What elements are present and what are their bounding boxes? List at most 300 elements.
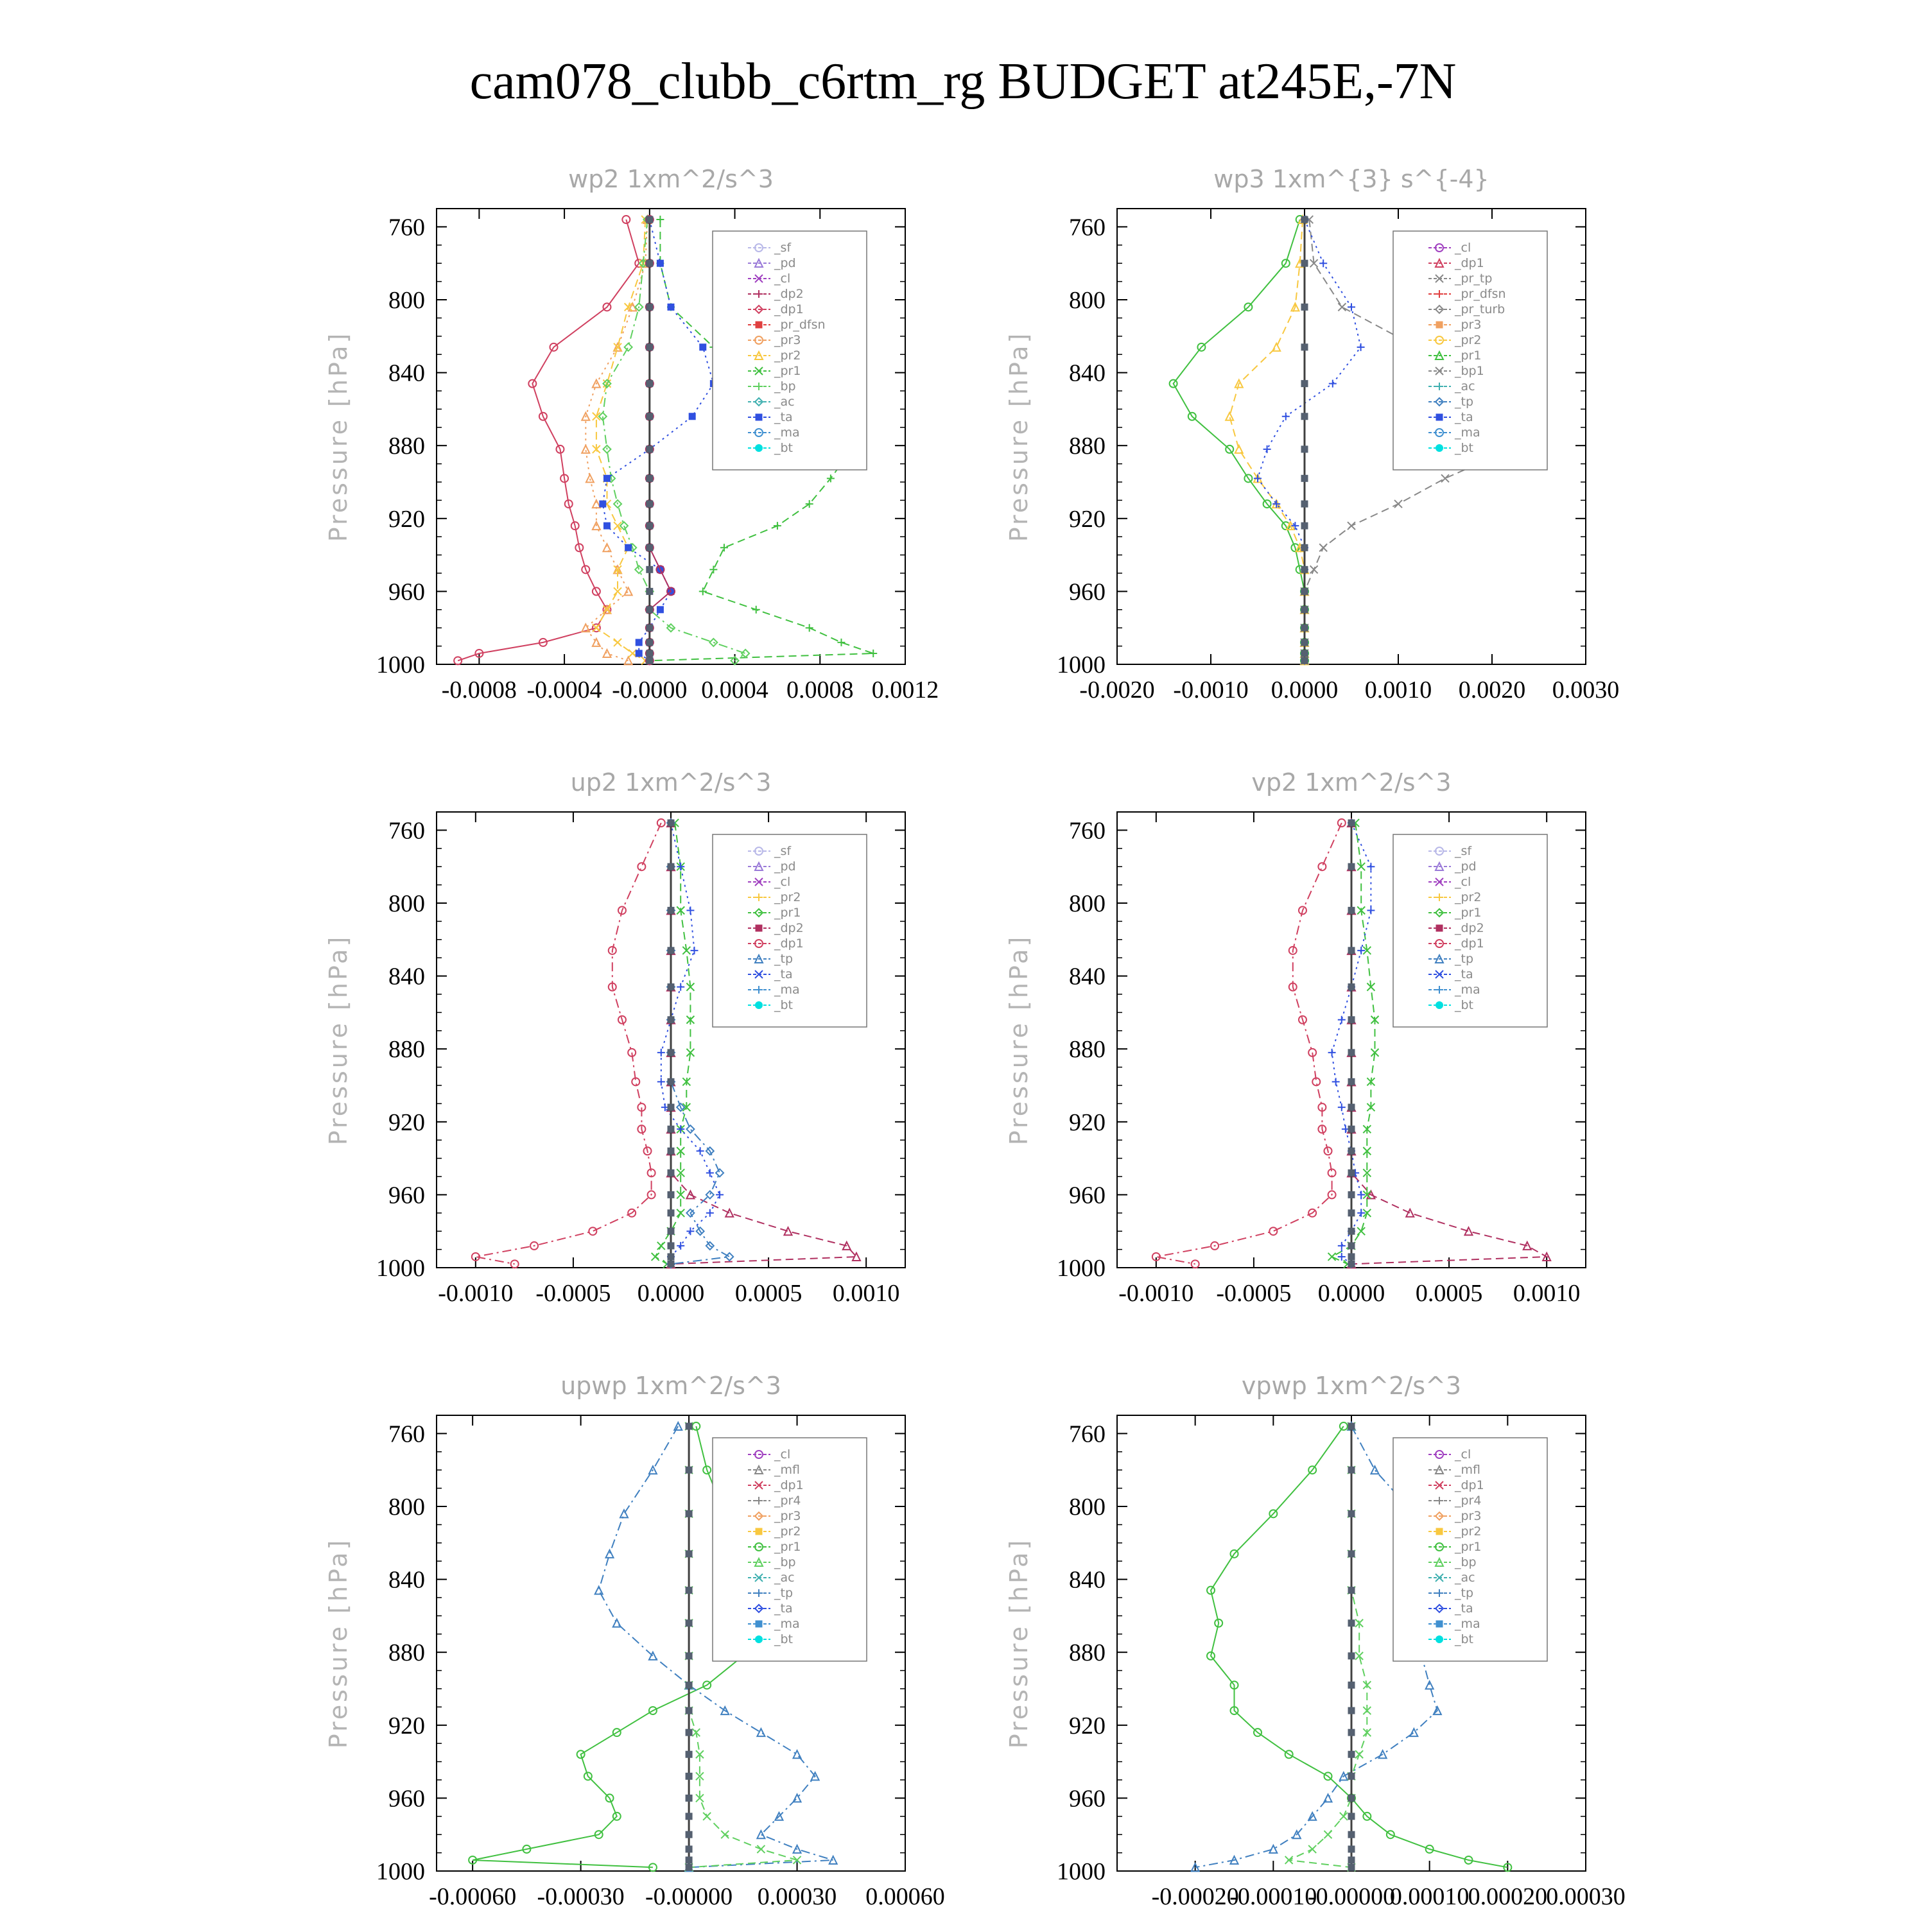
x-tick-label: -0.00030 <box>537 1883 625 1910</box>
legend-label: _dp1 <box>774 302 804 316</box>
data-point <box>1348 1620 1355 1626</box>
data-point <box>668 1254 674 1260</box>
y-tick-label: 840 <box>388 1566 425 1594</box>
y-tick-label: 960 <box>1069 1785 1106 1813</box>
y-tick-label: 800 <box>1069 890 1106 917</box>
y-axis-label: Pressure [hPa] <box>1005 934 1033 1146</box>
legend-marker <box>756 322 762 328</box>
series-line <box>1174 220 1305 660</box>
y-tick-label: 840 <box>388 359 425 387</box>
legend-label: _tp <box>1455 952 1474 966</box>
data-point <box>1348 1261 1355 1267</box>
data-point <box>686 1653 692 1659</box>
data-point <box>595 1587 603 1594</box>
data-point <box>686 1707 692 1714</box>
data-point <box>646 413 653 420</box>
data-point <box>1357 1227 1365 1235</box>
series-pr1 <box>1170 216 1308 664</box>
data-point <box>1348 1857 1355 1863</box>
data-point <box>657 1242 665 1250</box>
legend-label: _pr2 <box>1455 333 1482 347</box>
data-point <box>752 606 760 614</box>
data-point <box>1348 1707 1355 1714</box>
legend-label: _pr3 <box>1455 1509 1482 1523</box>
data-point <box>600 501 606 507</box>
legend-label: _pr3 <box>774 1509 801 1523</box>
data-point <box>646 588 653 594</box>
legend-label: _ta <box>1455 1601 1473 1616</box>
y-axis-label: Pressure [hPa] <box>324 1537 352 1749</box>
legend-label: _pr1 <box>774 1540 801 1554</box>
legend-label: _ac <box>774 395 795 409</box>
data-point <box>1324 1794 1332 1802</box>
legend-marker <box>1436 322 1443 328</box>
legend-label: _dp2 <box>774 287 804 301</box>
data-point <box>1310 565 1318 573</box>
data-point <box>686 1857 692 1863</box>
y-tick-label: 920 <box>1069 1712 1106 1739</box>
data-point <box>603 522 610 529</box>
x-tick-label: -0.0000 <box>612 677 688 703</box>
legend-label: _pr4 <box>1455 1494 1482 1508</box>
y-tick-label: 960 <box>388 1785 425 1813</box>
data-point <box>1282 413 1290 420</box>
x-tick-label: -0.0004 <box>526 677 602 703</box>
data-point <box>1348 1126 1355 1132</box>
data-point <box>1348 1587 1355 1594</box>
data-point <box>1348 1254 1355 1260</box>
legend-label: _cl <box>774 875 791 889</box>
x-tick-label: 0.0000 <box>1271 677 1339 703</box>
data-point <box>1348 1104 1355 1110</box>
legend-label: _dp1 <box>1455 1478 1484 1492</box>
data-point <box>625 343 632 351</box>
data-point <box>668 1078 674 1085</box>
y-tick-label: 920 <box>388 505 425 533</box>
panel-wp3 <box>1002 148 1656 725</box>
y-tick-label: 1000 <box>1057 651 1106 678</box>
data-point <box>636 639 642 646</box>
data-point <box>668 1191 674 1198</box>
data-point <box>686 1846 692 1852</box>
data-point <box>668 1228 674 1234</box>
x-tick-label: 0.0000 <box>1317 1280 1385 1307</box>
y-axis-label: Pressure [hPa] <box>1005 331 1033 542</box>
data-point <box>869 650 877 657</box>
data-point <box>613 1619 621 1627</box>
y-tick-label: 760 <box>388 1420 425 1448</box>
data-point <box>716 1169 724 1177</box>
data-point <box>1301 304 1308 310</box>
data-point <box>1348 1751 1355 1757</box>
data-point <box>686 1423 692 1429</box>
x-tick-label: 0.00030 <box>757 1883 837 1910</box>
legend-label: _cl <box>1455 241 1471 255</box>
legend-label: _pr3 <box>1455 318 1482 332</box>
data-point <box>686 1795 692 1801</box>
series-line <box>1258 220 1361 660</box>
series-pr2 <box>1226 216 1308 664</box>
x-tick-label: -0.0010 <box>1118 1280 1194 1307</box>
series-line <box>603 220 714 660</box>
data-point <box>1348 1653 1355 1659</box>
data-point <box>629 650 636 657</box>
legend-marker <box>755 444 763 452</box>
data-point <box>721 1831 729 1838</box>
x-tick-label: 0.0005 <box>734 1280 802 1307</box>
data-point <box>646 522 653 529</box>
data-point <box>652 1253 659 1261</box>
data-point <box>668 1104 674 1110</box>
data-point <box>686 1682 692 1688</box>
data-point <box>1301 501 1308 507</box>
data-point <box>656 216 664 223</box>
data-point <box>686 1551 692 1557</box>
data-point <box>1269 1227 1277 1235</box>
legend-label: _pd <box>774 859 796 874</box>
y-tick-label: 960 <box>1069 578 1106 606</box>
data-point <box>1441 474 1449 482</box>
legend-label: _ac <box>1455 379 1475 393</box>
data-point <box>668 304 674 310</box>
legend-label: _ta <box>1455 967 1473 981</box>
data-point <box>1338 1242 1346 1250</box>
data-point <box>1301 260 1308 266</box>
data-point <box>646 260 653 266</box>
data-point <box>668 1210 674 1216</box>
legend-label: _pr1 <box>774 364 801 378</box>
series-dp1 <box>472 819 665 1268</box>
series-bp <box>1285 1422 1371 1871</box>
y-tick-label: 960 <box>388 1182 425 1209</box>
y-tick-label: 800 <box>388 287 425 314</box>
legend-label: _pr1 <box>1455 1540 1482 1554</box>
legend-label: _pr4 <box>774 1494 801 1508</box>
legend-label: _pd <box>1455 859 1477 874</box>
data-point <box>686 1587 692 1594</box>
data-point <box>837 639 845 646</box>
y-tick-label: 1000 <box>376 651 425 678</box>
x-tick-label: -0.00000 <box>1307 1883 1396 1910</box>
legend-label: _pr2 <box>1455 1524 1482 1539</box>
legend-label: _bp <box>774 379 796 393</box>
x-tick-label: 0.0010 <box>1364 677 1432 703</box>
legend-label: _pr2 <box>1455 890 1482 904</box>
legend-label: _bt <box>1455 1632 1474 1646</box>
data-point <box>668 863 674 870</box>
data-point <box>686 1864 692 1870</box>
legend-label: _ta <box>1455 410 1473 424</box>
legend-label: _pr1 <box>774 906 801 920</box>
y-tick-label: 920 <box>1069 505 1106 533</box>
legend-label: _pr2 <box>774 349 801 363</box>
y-tick-label: 800 <box>388 890 425 917</box>
data-point <box>1348 1243 1355 1249</box>
data-point <box>646 650 653 657</box>
data-point <box>657 1049 665 1057</box>
legend <box>1393 834 1547 1027</box>
legend-label: _pr1 <box>1455 349 1482 363</box>
data-point <box>1301 475 1308 481</box>
y-axis-label: Pressure [hPa] <box>324 934 352 1146</box>
data-point <box>603 475 610 481</box>
data-point <box>829 1856 837 1864</box>
data-point <box>1328 1253 1336 1261</box>
legend-label: _dp1 <box>774 1478 804 1492</box>
legend-label: _dp1 <box>1455 256 1484 270</box>
data-point <box>691 947 698 954</box>
legend-label: _dp1 <box>1455 936 1484 951</box>
data-point <box>697 1147 704 1155</box>
y-tick-label: 880 <box>388 433 425 460</box>
data-point <box>1301 381 1308 387</box>
legend <box>1393 1438 1547 1661</box>
data-point <box>668 1126 674 1132</box>
y-tick-label: 1000 <box>1057 1858 1106 1885</box>
data-point <box>1348 1017 1355 1023</box>
data-point <box>1348 1729 1355 1736</box>
panel-title: upwp 1xm^2/s^3 <box>560 1372 781 1400</box>
legend-label: _tp <box>1455 395 1474 409</box>
data-point <box>646 381 653 387</box>
x-tick-label: -0.0010 <box>1173 677 1249 703</box>
data-point <box>686 1813 692 1820</box>
data-point <box>689 413 695 420</box>
data-point <box>686 1773 692 1779</box>
legend-label: _cl <box>1455 1447 1471 1462</box>
data-point <box>1291 522 1299 530</box>
series-bt <box>646 216 653 664</box>
y-tick-label: 760 <box>388 817 425 845</box>
x-tick-label: 0.0004 <box>701 677 768 703</box>
data-point <box>668 1261 674 1267</box>
legend-label: _pr1 <box>1455 906 1482 920</box>
x-tick-label: 0.0012 <box>871 677 939 703</box>
legend-marker <box>756 925 762 931</box>
data-point <box>668 947 674 954</box>
data-point <box>646 344 653 350</box>
legend-label: _bt <box>774 998 794 1012</box>
y-tick-label: 960 <box>1069 1182 1106 1209</box>
y-tick-label: 840 <box>1069 359 1106 387</box>
legend-marker <box>1436 1001 1443 1009</box>
data-point <box>625 587 632 595</box>
data-point <box>620 1510 628 1517</box>
data-point <box>614 639 621 646</box>
x-tick-label: -0.0020 <box>1079 677 1155 703</box>
data-point <box>646 475 653 481</box>
data-point <box>742 650 749 657</box>
legend-marker <box>755 1001 763 1009</box>
data-point <box>1465 1227 1473 1235</box>
data-point <box>1269 1845 1277 1853</box>
data-point <box>700 344 706 350</box>
data-point <box>636 650 642 657</box>
data-point <box>646 607 653 613</box>
legend-label: _pr_dfsn <box>774 318 826 332</box>
data-point <box>806 624 813 632</box>
x-tick-label: 0.0000 <box>637 1280 705 1307</box>
y-tick-label: 760 <box>1069 817 1106 845</box>
y-tick-label: 880 <box>1069 433 1106 460</box>
series-line <box>458 220 639 660</box>
legend-label: _bp <box>1455 1555 1477 1569</box>
y-tick-label: 1000 <box>376 1255 425 1282</box>
panel-title: wp3 1xm^{3} s^{-4} <box>1213 165 1489 193</box>
data-point <box>1348 522 1355 530</box>
data-point <box>1272 343 1280 351</box>
legend-label: _ta <box>774 410 793 424</box>
x-tick-label: -0.0005 <box>1216 1280 1292 1307</box>
data-point <box>603 650 611 657</box>
y-tick-label: 800 <box>1069 287 1106 314</box>
data-point <box>794 1750 801 1758</box>
x-tick-label: 0.0030 <box>1552 677 1620 703</box>
data-point <box>1348 1049 1355 1056</box>
data-point <box>657 1078 665 1085</box>
data-point <box>1348 1682 1355 1688</box>
legend-label: _cl <box>1455 875 1471 889</box>
legend-label: _pr2 <box>774 1524 801 1539</box>
x-tick-label: 0.0020 <box>1458 677 1526 703</box>
legend <box>713 834 867 1027</box>
data-point <box>593 624 600 632</box>
data-point <box>1328 1049 1336 1057</box>
panel-wp2 <box>321 148 976 725</box>
data-point <box>1332 1078 1340 1085</box>
data-point <box>1235 445 1243 453</box>
legend-label: _sf <box>1455 844 1472 858</box>
legend-label: _ma <box>1455 426 1480 440</box>
data-point <box>1319 544 1327 551</box>
data-point <box>668 1243 674 1249</box>
data-point <box>668 984 674 990</box>
data-point <box>1348 984 1355 990</box>
data-point <box>1348 1191 1355 1198</box>
data-point <box>1301 607 1308 613</box>
data-point <box>1348 1813 1355 1820</box>
legend-marker <box>1436 925 1443 931</box>
legend-label: _cl <box>774 1447 791 1462</box>
data-point <box>1348 1423 1355 1429</box>
series-bt <box>1348 820 1355 1267</box>
data-point <box>709 565 717 573</box>
figure-title: cam078_clubb_c6rtm_rg BUDGET at245E,-7N <box>469 53 1457 110</box>
data-point <box>703 1813 711 1820</box>
legend-marker <box>1436 414 1443 420</box>
series-bt <box>668 820 674 1267</box>
legend-label: _pd <box>774 256 796 270</box>
data-point <box>1348 1773 1355 1779</box>
data-point <box>1426 1681 1434 1689</box>
data-point <box>1348 820 1355 826</box>
x-tick-label: 0.00010 <box>1389 1883 1470 1910</box>
data-point <box>1348 1078 1355 1085</box>
legend-label: _pr2 <box>774 890 801 904</box>
panel-title: vp2 1xm^2/s^3 <box>1251 768 1452 797</box>
x-tick-label: -0.0010 <box>438 1280 514 1307</box>
data-point <box>774 522 781 530</box>
data-point <box>1348 1467 1355 1473</box>
y-tick-label: 880 <box>1069 1639 1106 1667</box>
legend-label: _bt <box>774 1632 794 1646</box>
data-point <box>668 1017 674 1023</box>
series-pr1 <box>652 819 695 1268</box>
data-point <box>1371 1466 1379 1474</box>
legend-label: _tp <box>774 952 794 966</box>
data-point <box>1329 380 1337 388</box>
data-point <box>686 1467 692 1473</box>
data-point <box>1348 1846 1355 1852</box>
data-point <box>646 657 653 664</box>
panel-title: vpwp 1xm^2/s^3 <box>1241 1372 1462 1400</box>
data-point <box>1348 1551 1355 1557</box>
data-point <box>668 907 674 913</box>
legend-label: _ac <box>774 1571 795 1585</box>
data-point <box>706 1169 714 1177</box>
data-point <box>1367 863 1375 870</box>
x-tick-label: -0.00020 <box>1151 1883 1239 1910</box>
x-tick-label: 0.00030 <box>1546 1883 1626 1910</box>
data-point <box>1263 445 1271 453</box>
data-point <box>1301 522 1308 529</box>
data-point <box>686 1831 692 1838</box>
data-point <box>1318 863 1326 870</box>
data-point <box>757 1729 765 1736</box>
data-point <box>1324 1831 1332 1838</box>
data-point <box>1301 413 1308 420</box>
data-point <box>699 587 707 595</box>
data-point <box>1348 1228 1355 1234</box>
x-tick-label: -0.0005 <box>535 1280 611 1307</box>
data-point <box>1348 1169 1355 1176</box>
legend-label: _ma <box>774 1617 800 1631</box>
legend-label: _bt <box>1455 441 1474 455</box>
y-tick-label: 800 <box>388 1494 425 1521</box>
y-tick-label: 1000 <box>376 1858 425 1885</box>
legend <box>713 231 867 470</box>
data-point <box>757 1845 765 1853</box>
y-tick-label: 920 <box>388 1108 425 1136</box>
panel-title: up2 1xm^2/s^3 <box>570 768 772 797</box>
legend-label: _sf <box>774 844 792 858</box>
y-tick-label: 960 <box>388 578 425 606</box>
data-point <box>625 544 632 551</box>
data-point <box>1355 1652 1363 1660</box>
legend-label: _tp <box>774 1586 794 1600</box>
legend-label: _pr_tp <box>1455 272 1493 286</box>
x-tick-label: 0.0010 <box>832 1280 900 1307</box>
y-tick-label: 880 <box>1069 1036 1106 1064</box>
data-point <box>657 607 663 613</box>
data-point <box>646 639 653 646</box>
data-point <box>677 983 684 991</box>
data-point <box>785 1227 792 1235</box>
y-tick-label: 760 <box>1069 1420 1106 1448</box>
legend-label: _mfl <box>1455 1463 1480 1477</box>
data-point <box>1301 544 1308 551</box>
data-point <box>1348 947 1355 954</box>
series-dp1 <box>1152 819 1346 1268</box>
panel-vpwp <box>1002 1354 1656 1932</box>
data-point <box>1348 1148 1355 1154</box>
data-point <box>1301 566 1308 573</box>
legend-label: _ma <box>774 426 800 440</box>
legend-marker <box>756 414 762 420</box>
data-point <box>677 1209 684 1217</box>
legend <box>1393 231 1547 470</box>
data-point <box>1355 1750 1363 1758</box>
